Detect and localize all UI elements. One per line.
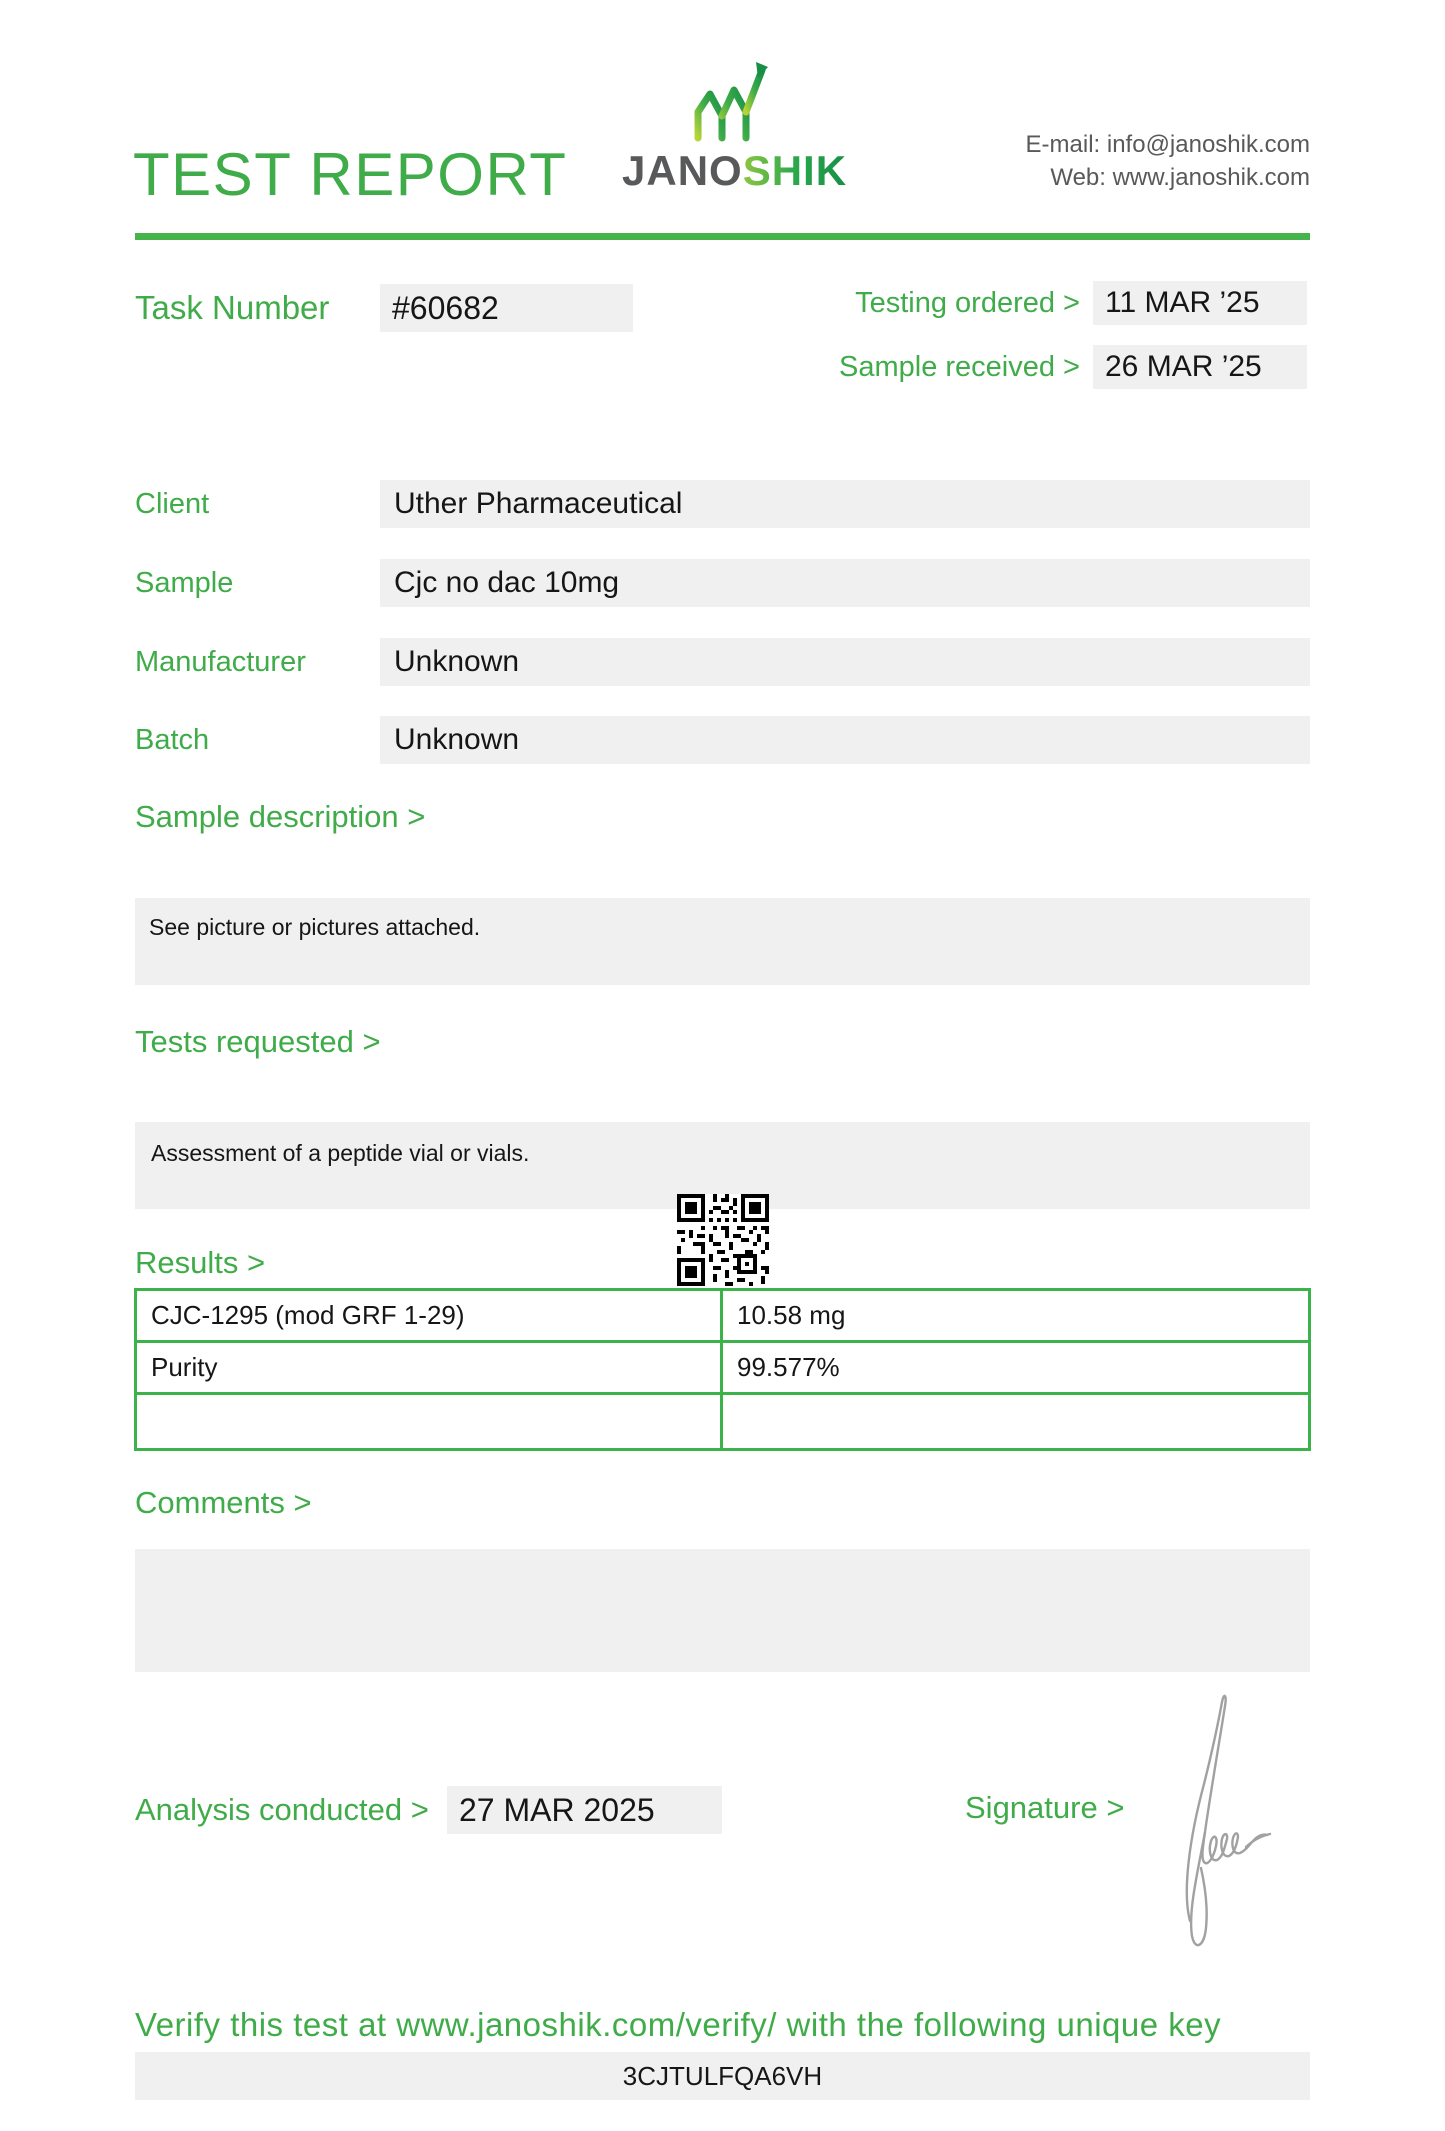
header-divider: [135, 233, 1310, 240]
logo-wordmark: [622, 147, 848, 194]
signature-scribble: [1148, 1686, 1278, 1964]
result-value-cell: 10.58 mg: [722, 1290, 1310, 1342]
comments-heading: Comments >: [135, 1485, 312, 1520]
result-value-cell: [722, 1394, 1310, 1450]
tests-requested-heading: Tests requested >: [135, 1024, 381, 1059]
signature-label: Signature >: [965, 1790, 1125, 1825]
manufacturer-label: Manufacturer: [135, 645, 306, 678]
client-label: Client: [135, 487, 210, 520]
result-value-cell: 99.577%: [722, 1342, 1310, 1394]
client-value: Uther Pharmaceutical: [380, 480, 1310, 528]
result-name-cell: CJC-1295 (mod GRF 1-29): [136, 1290, 722, 1342]
sample-received-value: 26 MAR ’25: [1093, 345, 1307, 389]
manufacturer-value: Unknown: [380, 638, 1310, 686]
janoshik-logo: [622, 58, 848, 194]
contact-web: Web: www.janoshik.com: [1050, 164, 1310, 191]
testing-ordered-label: Testing ordered >: [855, 286, 1080, 319]
table-row: [136, 1290, 1310, 1342]
result-name-cell: [136, 1394, 722, 1450]
qr-code: [677, 1194, 769, 1286]
verify-instruction: Verify this test at www.janoshik.com/verify/ with the following unique key: [135, 2006, 1222, 2043]
sample-description-heading: Sample description >: [135, 799, 426, 834]
tests-requested-box: Assessment of a peptide vial or vials.: [135, 1122, 1310, 1209]
results-heading: Results >: [135, 1245, 266, 1280]
logo-text-shik: SHIK: [742, 147, 848, 194]
table-row: [136, 1394, 1310, 1450]
testing-ordered-value: 11 MAR ’25: [1093, 281, 1307, 325]
result-name-cell: Purity: [136, 1342, 722, 1394]
sample-description-box: See picture or pictures attached.: [135, 898, 1310, 985]
comments-box: [135, 1549, 1310, 1672]
sample-value: Cjc no dac 10mg: [380, 559, 1310, 607]
verify-key: 3CJTULFQA6VH: [135, 2052, 1310, 2100]
task-number-value: #60682: [380, 284, 633, 332]
batch-label: Batch: [135, 723, 210, 756]
analysis-conducted-label: Analysis conducted >: [135, 1792, 429, 1827]
contact-email: E-mail: info@janoshik.com: [1025, 131, 1310, 158]
batch-value: Unknown: [380, 716, 1310, 764]
sample-received-label: Sample received >: [839, 350, 1080, 383]
logo-text-jano: JANO: [622, 147, 743, 194]
task-number-label: Task Number: [135, 289, 330, 326]
contact-block: [1026, 128, 1310, 194]
table-row: [136, 1342, 1310, 1394]
logo-chart-icon: [690, 58, 770, 146]
analysis-conducted-value: 27 MAR 2025: [447, 1786, 722, 1834]
results-table: [134, 1288, 1311, 1451]
page-title: TEST REPORT: [133, 141, 568, 208]
sample-label: Sample: [135, 566, 234, 599]
